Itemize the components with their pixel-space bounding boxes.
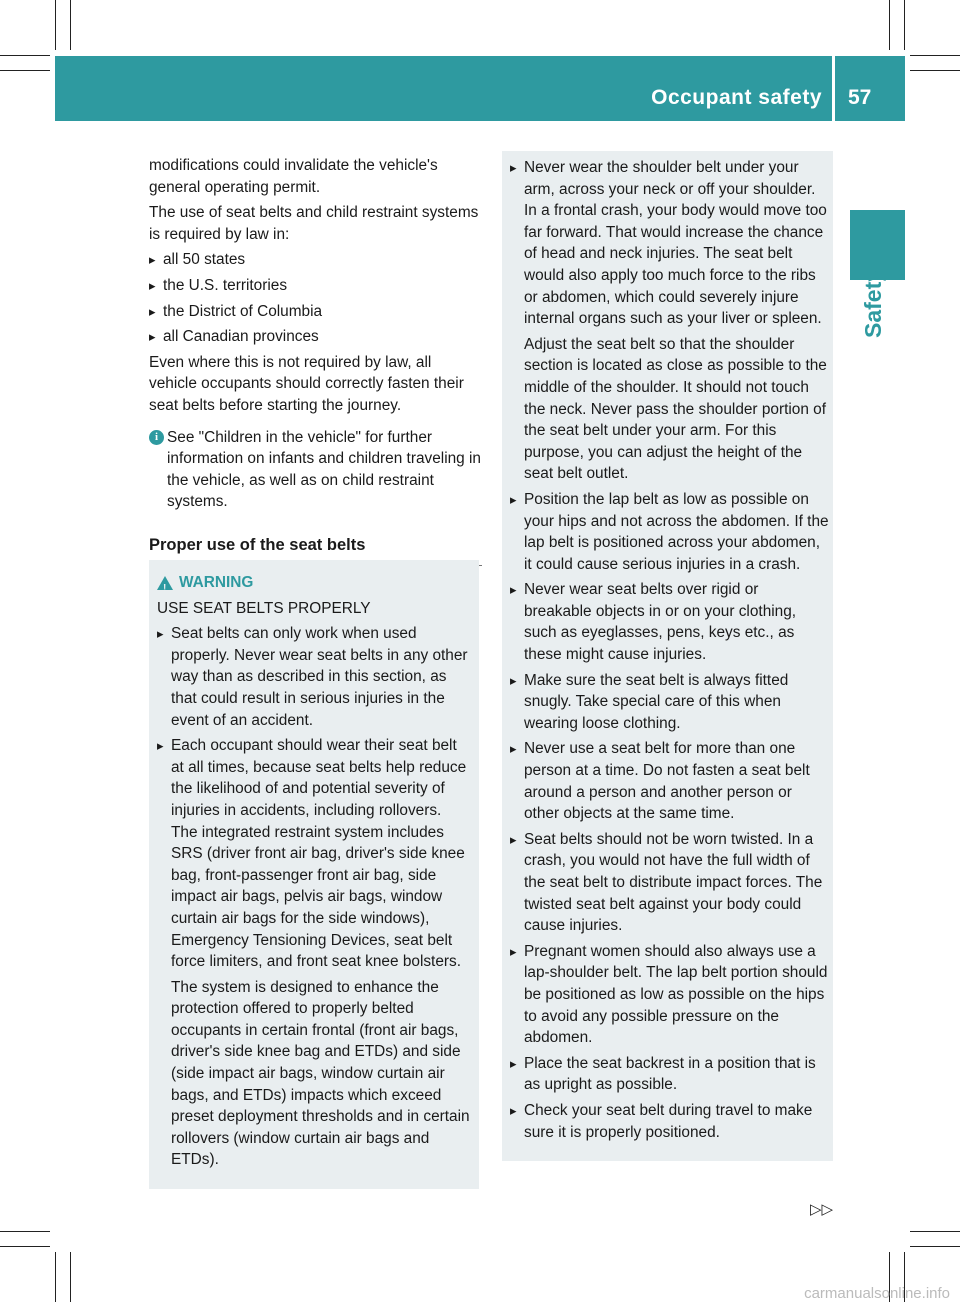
list-item: ▸ Make sure the seat belt is always fitted snugly. Take special care of this when wearing loose clothing. (510, 670, 829, 735)
list-item-text: Never wear the shoulder belt under your arm, across your neck or off your shoulder. In a frontal crash, your body would move too far forward. That would increase the chance of head and neck injuries. The seat belt would also apply too much force to the ribs or abdomen, which could severely injure internal organs such as your liver or spleen. (524, 159, 827, 328)
crop-mark (910, 55, 960, 56)
section-heading: Proper use of the seat belts (149, 535, 482, 566)
list-item-extra: The system is designed to enhance the protection offered to properly belted occupants in certain frontal (front air bags, driver's side knee bag and ETDs) and side (side impact air bags, window curtain air bags, and ETDs) impacts which exceed preset deployment thresholds and in certain rollovers (window curtain air bags and ETDs). (171, 978, 470, 1169)
list-item: ▸ the District of Columbia (149, 301, 482, 323)
header-divider (832, 56, 835, 121)
list-item: ▸ Check your seat belt during travel to make sure it is properly positioned. (510, 1100, 829, 1143)
warning-box (149, 560, 479, 1189)
page-number: 57 (848, 86, 872, 109)
list-item (157, 623, 471, 731)
page-title: Occupant safety (651, 86, 822, 109)
list-item: ▸ Place the seat backrest in a position that is as upright as possible. (510, 1053, 829, 1096)
warning-label: WARNING (179, 574, 254, 591)
list-item (510, 157, 829, 485)
list-item: ▸ all 50 states (149, 249, 482, 271)
crop-mark (0, 70, 50, 71)
list-item: ▸ Never use a seat belt for more than one person at a time. Do not fasten a seat belt around a person and another person or other objects at the same time. (510, 738, 829, 824)
crop-mark (904, 0, 905, 50)
info-icon: i (149, 430, 164, 445)
warning-icon (157, 576, 173, 590)
right-column (502, 151, 833, 1161)
crop-mark (889, 0, 890, 50)
left-column (149, 155, 482, 566)
list-item: ▸ Seat belts should not be worn twisted. In a crash, you would not have the full width of the seat belt to distribute impact forces. The twisted seat belt against your body could cause injuries. (510, 829, 829, 937)
crop-mark (55, 0, 56, 50)
list-item: ▸ all Canadian provinces (149, 326, 482, 348)
crop-mark (910, 70, 960, 71)
watermark: carmanualsonline.info (804, 1285, 950, 1302)
list-item-extra: Adjust the seat belt so that the shoulder section is located as close as possible to the middle of the shoulder. It should not touch the neck. Never pass the shoulder portion of the seat belt under your arm. For this purpose, you can adjust the height of the seat belt outlet. (524, 335, 827, 483)
warning-subtitle: USE SEAT BELTS PROPERLY (157, 599, 371, 617)
info-note-text: See "Children in the vehicle" for further information on infants and children traveling in the vehicle, as well as on child restraint systems. (167, 428, 481, 511)
list-item: ▸ Never wear seat belts over rigid or breakable objects in or on your clothing, such as eyeglasses, pens, keys etc., as these might cause injuries. (510, 579, 829, 665)
crop-mark (70, 0, 71, 50)
list-item: ▸ Pregnant women should also always use a lap-shoulder belt. The lap belt portion should be positioned as low as possible on the hips to avoid any possible pressure on the abdomen. (510, 941, 829, 1049)
crop-mark (0, 55, 50, 56)
jurisdiction-list (149, 249, 482, 347)
intro-paragraph: The use of seat belts and child restraint systems is required by law in: (149, 204, 479, 243)
intro-paragraph: modifications could invalidate the vehicle's general operating permit. (149, 157, 438, 196)
warning-header (157, 572, 479, 594)
crop-mark (55, 1252, 56, 1302)
crop-mark (0, 1231, 50, 1232)
intro-paragraph: Even where this is not required by law, all vehicle occupants should correctly fasten their seat belts before starting the journey. (149, 353, 464, 414)
crop-mark (910, 1246, 960, 1247)
guidance-list (510, 157, 829, 1143)
list-item-text: Each occupant should wear their seat belt at all times, because seat belts help reduce the likelihood of and potential severity of injuries in accidents, including rollovers. The integrated restraint system includes SRS (driver front air bag, driver's side knee bag, front-passenger front air bag, side impact air bags, pelvis air bags, window curtain air bags for the side windows), Emergency Tensioning Devices, seat belt force limiters, and front seat knee bolsters. (171, 737, 467, 971)
list-item-text: Seat belts can only work when used properly. Never wear seat belts in any other way than as described in this section, as that could result in serious injuries in the event of an accident. (171, 625, 468, 729)
warning-list (157, 623, 471, 1171)
continue-marker: ▷▷ (810, 1201, 834, 1218)
list-item: ▸ Position the lap belt as low as possible on your hips and not across the abdomen. If the lap belt is positioned across your abdomen, it could cause serious injuries in a crash. (510, 489, 829, 575)
crop-mark (0, 1246, 50, 1247)
section-label: Safety (860, 268, 886, 338)
crop-mark (910, 1231, 960, 1232)
list-item (157, 735, 471, 1171)
crop-mark (70, 1252, 71, 1302)
list-item: ▸ the U.S. territories (149, 275, 482, 297)
info-note (149, 427, 482, 513)
